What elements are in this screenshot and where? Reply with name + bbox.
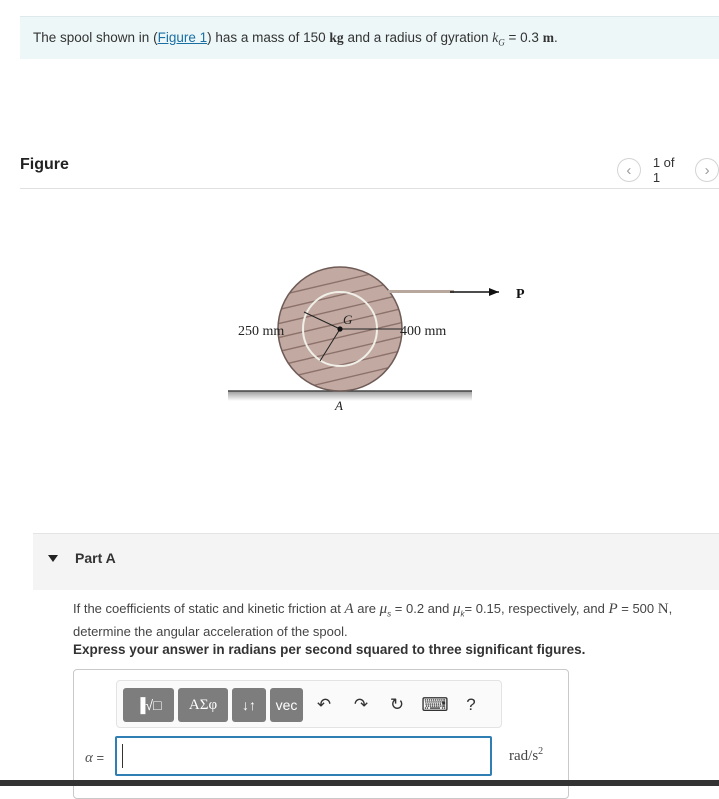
question-fragment: are (353, 601, 380, 616)
greek-label: ΑΣφ (188, 696, 218, 713)
chevron-left-icon: ‹ (626, 161, 632, 179)
reset-icon[interactable]: ↻ (389, 695, 405, 714)
ground-shadow (228, 391, 472, 401)
unit-n: N (657, 601, 669, 617)
figure-pager (617, 157, 719, 183)
alpha-label (85, 750, 104, 767)
chevron-right-icon: › (704, 161, 710, 179)
figure-link[interactable]: Figure 1 (157, 30, 208, 45)
question-fragment: If the coefficients of static and kinetic friction at (73, 601, 345, 616)
keyboard-icon[interactable]: ⌨ (421, 694, 449, 716)
mu-k-subscript: k (460, 609, 465, 619)
templates-icon: ▐√□ (135, 697, 162, 713)
mu-k-symbol: μ (452, 601, 461, 617)
part-a-label: Part A (75, 550, 116, 566)
answer-units (509, 746, 543, 765)
force-arrowhead (489, 288, 499, 296)
collapse-caret-icon[interactable] (48, 555, 58, 562)
length-unit: m (542, 30, 554, 45)
templates-button[interactable] (123, 688, 174, 722)
mu-s-subscript: s (387, 609, 392, 619)
question-line2: determine the angular acceleration of the spool. (73, 623, 348, 639)
answer-input[interactable] (115, 736, 492, 776)
question-text (73, 600, 713, 640)
intro-text-mass: ) has a mass of 150 (207, 30, 330, 45)
intro-text-gyration: and a radius of gyration (343, 30, 493, 45)
label-force-p: P (516, 287, 525, 302)
mu-s-symbol: μ (379, 601, 388, 617)
prev-figure-button[interactable] (617, 158, 641, 182)
center-point (337, 326, 342, 331)
k-symbol: k (492, 30, 499, 45)
arrows-icon: ↓↑ (242, 697, 256, 713)
help-icon[interactable]: ? (466, 695, 476, 714)
question-fragment: = 0.15, respectively, and (464, 601, 609, 616)
var-p: P (608, 601, 618, 617)
vec-label: vec (275, 697, 298, 713)
label-center-g: G (343, 312, 353, 327)
question-fragment: = 500 (617, 601, 658, 616)
question-fragment: = 0.2 and (391, 601, 453, 616)
mass-unit: kg (329, 30, 344, 45)
figure-title: Figure (20, 156, 69, 173)
arrows-button[interactable] (232, 688, 266, 722)
text-cursor (122, 744, 123, 768)
unit-exponent: 2 (538, 746, 544, 757)
part-a-header[interactable] (33, 533, 719, 590)
label-outer-radius: 400 mm (400, 324, 447, 339)
intro-text-value: = 0.3 (504, 30, 543, 45)
intro-text-suffix: . (553, 30, 558, 45)
cable (388, 290, 454, 293)
unit-main: rad/s (509, 748, 539, 764)
math-toolbar (116, 680, 502, 728)
answer-instruction: Express your answer in radians per second squared to three significant figures. (73, 642, 586, 657)
problem-intro (20, 16, 719, 59)
equals-sign: = (92, 750, 105, 765)
k-subscript: G (498, 37, 505, 48)
undo-icon[interactable]: ↶ (316, 695, 332, 714)
next-figure-button[interactable] (695, 158, 719, 182)
intro-text-prefix: The spool shown in ( (33, 30, 158, 45)
redo-icon[interactable]: ↷ (353, 695, 369, 714)
alpha-symbol: α (85, 750, 93, 766)
label-inner-radius: 250 mm (238, 324, 285, 339)
pager-count: 1 of 1 (652, 155, 675, 185)
vec-button[interactable] (270, 688, 303, 722)
greek-button[interactable] (178, 688, 228, 722)
figure-divider (20, 188, 719, 189)
window-bottom-bar (0, 780, 719, 786)
spool-diagram (200, 250, 525, 425)
question-fragment: , (668, 601, 673, 616)
label-contact-a: A (335, 398, 343, 413)
var-a: A (344, 601, 354, 617)
